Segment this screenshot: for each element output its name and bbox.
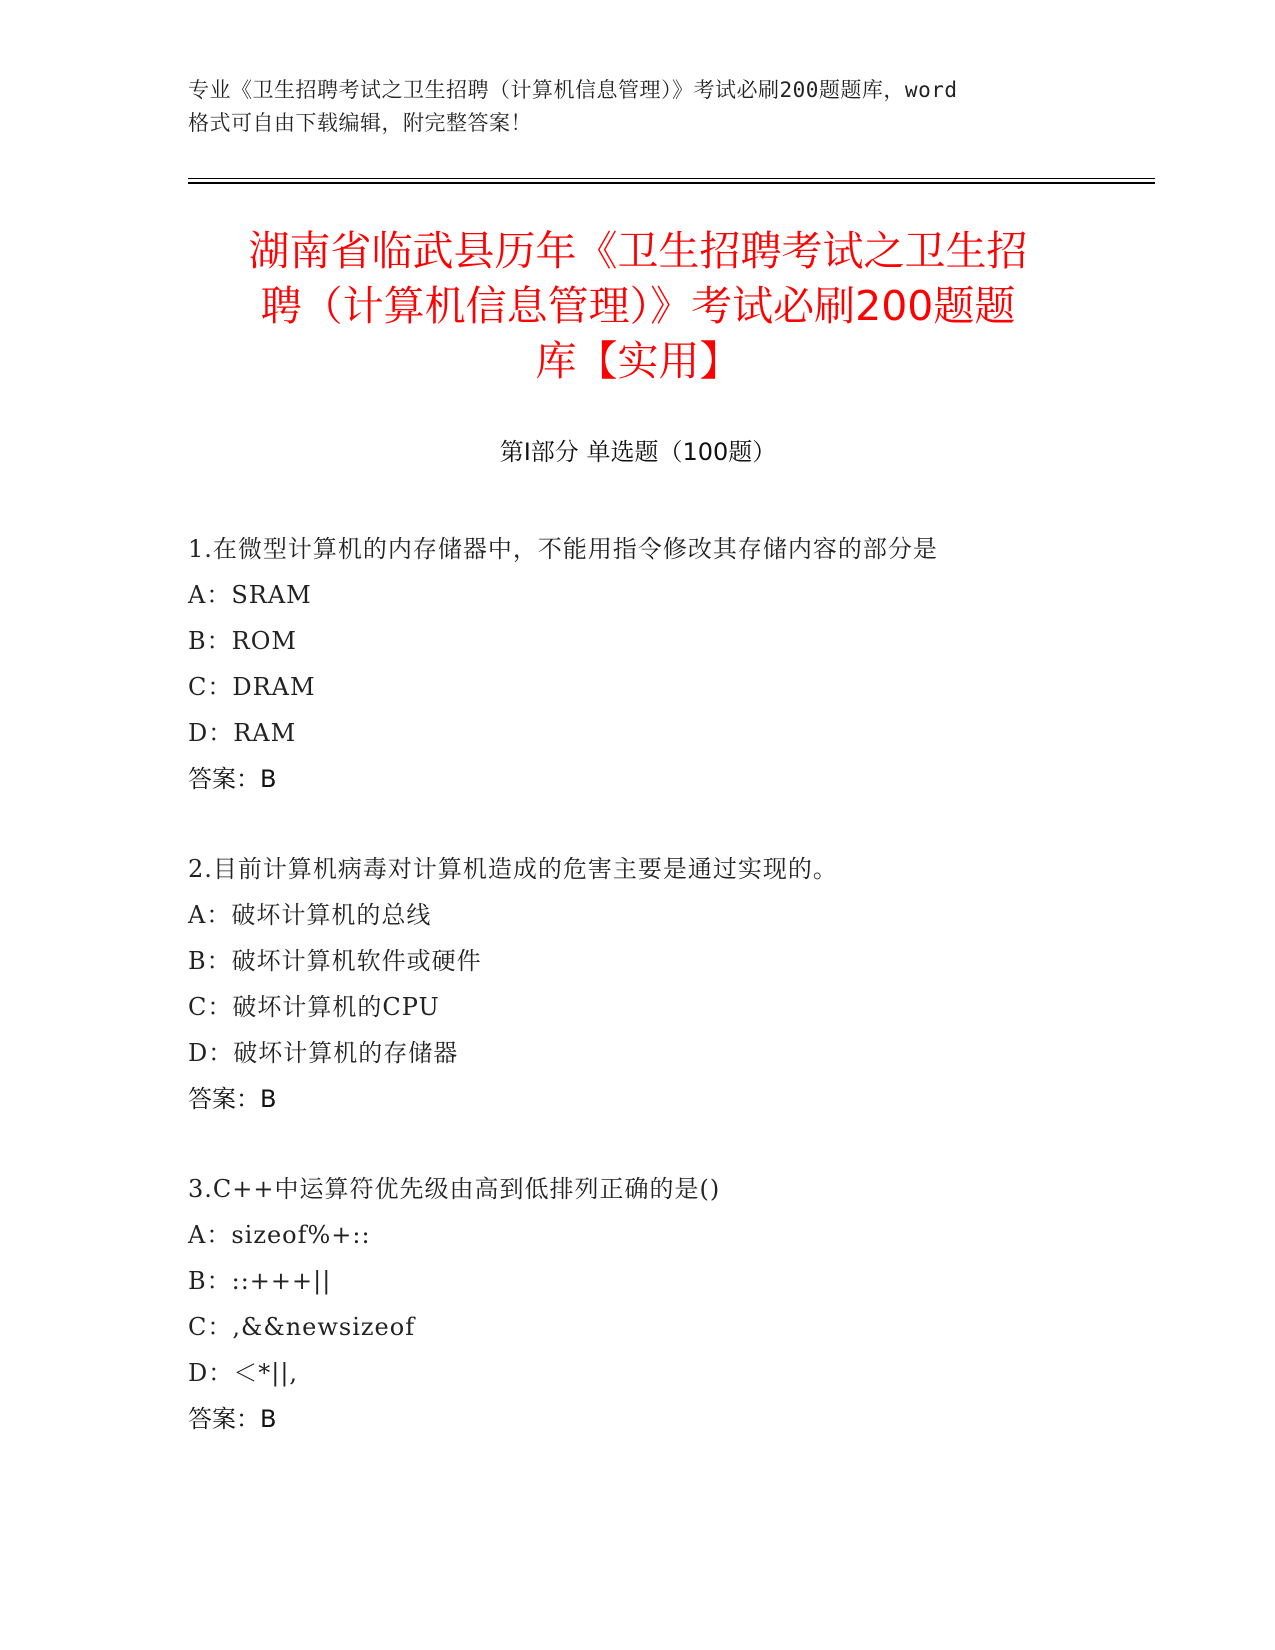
- question-2: [188, 846, 1148, 1122]
- option-d: D：＜*||,: [188, 1359, 299, 1387]
- option-b: B：::+++||: [188, 1267, 332, 1295]
- header-divider-thin: [188, 178, 1155, 179]
- option-a: A：sizeof%+::: [188, 1221, 371, 1249]
- document-title: [188, 224, 1088, 389]
- option-a: A：SRAM: [188, 581, 312, 609]
- document-title-line-1: 湖南省临武县历年《卫生招聘考试之卫生招: [248, 227, 1028, 275]
- answer: 答案：B: [188, 1405, 277, 1433]
- answer: 答案：B: [188, 765, 277, 793]
- document-title-line-3: 库【实用】: [535, 337, 741, 385]
- header-note-line-2: 格式可自由下载编辑，附完整答案！: [188, 111, 532, 135]
- option-a: A：破坏计算机的总线: [188, 901, 432, 929]
- question-stem: 3.C++中运算符优先级由高到低排列正确的是(): [188, 1175, 721, 1203]
- section-title: 第Ⅰ部分 单选题（100题）: [499, 438, 777, 466]
- option-b: B：ROM: [188, 627, 297, 655]
- option-b: B：破坏计算机软件或硬件: [188, 947, 482, 975]
- question-stem: 2.目前计算机病毒对计算机造成的危害主要是通过实现的。: [188, 855, 838, 883]
- option-c: C：DRAM: [188, 673, 316, 701]
- option-c: C：破坏计算机的CPU: [188, 993, 440, 1021]
- option-c: C：,&&newsizeof: [188, 1313, 416, 1341]
- header-divider-thick: [188, 182, 1155, 184]
- header-note-line-1: 专业《卫生招聘考试之卫生招聘（计算机信息管理）》考试必刷200题题库，word: [188, 78, 958, 102]
- answer: 答案：B: [188, 1085, 277, 1113]
- option-d: D：RAM: [188, 719, 297, 747]
- question-3: [188, 1166, 1148, 1442]
- header-note: [188, 74, 1088, 140]
- option-d: D：破坏计算机的存储器: [188, 1039, 459, 1067]
- question-1: [188, 526, 1148, 802]
- document-title-line-2: 聘（计算机信息管理）》考试必刷200题题: [260, 282, 1016, 330]
- question-stem: 1.在微型计算机的内存储器中，不能用指令修改其存储内容的部分是: [188, 535, 938, 563]
